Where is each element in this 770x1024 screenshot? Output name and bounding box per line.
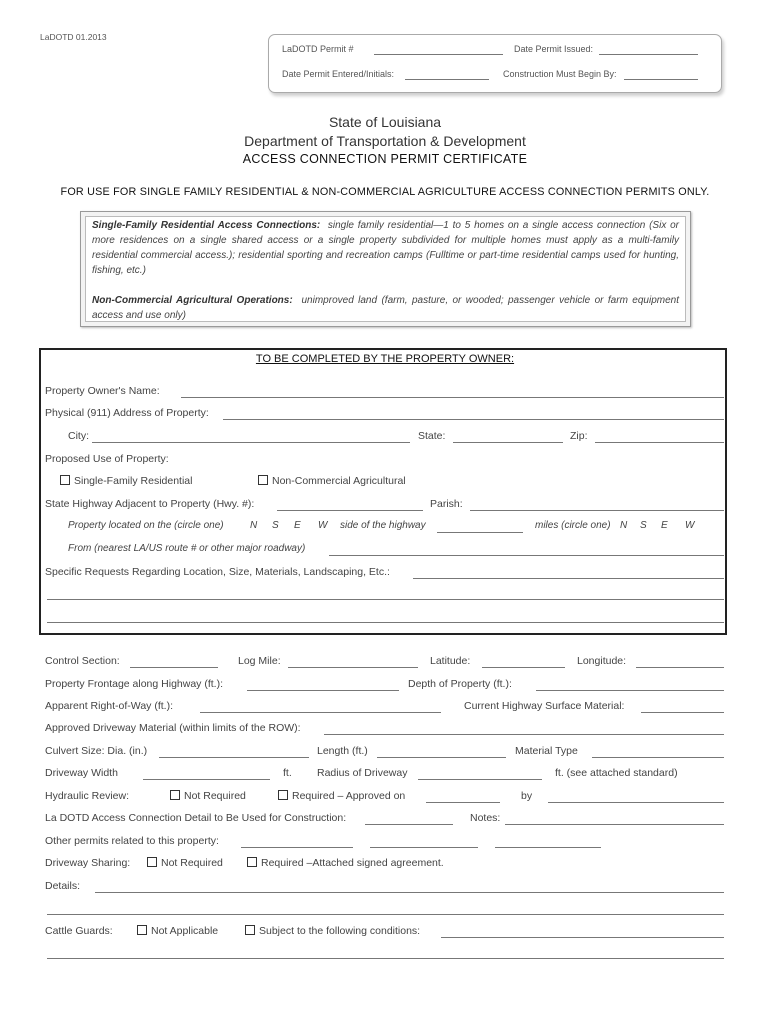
city-field[interactable] [92,442,410,443]
agricultural-option-label: Non-Commercial Agricultural [272,475,406,487]
dept-title: Department of Transportation & Development [244,133,526,149]
depth-label: Depth of Property (ft.): [408,678,512,690]
owner-name-label: Property Owner's Name: [45,385,160,397]
residential-option-label: Single-Family Residential [74,475,193,487]
control-section-label: Control Section: [45,655,120,667]
date-issued-field[interactable] [599,54,698,55]
sharing-not-required-text: Not Required [161,857,223,869]
agricultural-description [92,293,679,323]
miles-label: miles (circle one) [535,520,611,531]
radius-unit-note: ft. (see attached standard) [555,767,678,779]
specific-requests-label: Specific Requests Regarding Location, Size, Materials, Landscaping, Etc.: [45,566,390,578]
date-entered-label: Date Permit Entered/Initials: [282,69,395,79]
permit-header-box [268,34,722,93]
driveway-width-field[interactable] [143,779,270,780]
permit-title: ACCESS CONNECTION PERMIT CERTIFICATE [242,152,528,166]
date-entered-field[interactable] [405,79,489,80]
other-permit-field-3[interactable] [495,847,601,848]
agricultural-heading: Non-Commercial Agricultural Operations: [92,295,293,306]
state-label: State: [418,430,446,442]
hydraulic-not-required-checkbox[interactable] [170,790,180,800]
notes-field[interactable] [505,824,724,825]
address-label: Physical (911) Address of Property: [45,407,209,419]
length-label: Length (ft.) [317,745,368,757]
residential-option[interactable] [60,475,192,487]
hydraulic-not-required-option[interactable] [170,790,246,802]
cattle-subject-checkbox[interactable] [245,925,255,935]
specific-requests-field[interactable] [413,578,724,579]
cattle-not-applicable-option[interactable] [137,925,218,937]
eligibility-info-box [80,211,691,327]
other-permit-field-2[interactable] [370,847,478,848]
hydraulic-required-option[interactable] [278,790,405,802]
owner-name-field[interactable] [181,397,724,398]
miles-direction-w[interactable]: W [685,520,695,531]
specific-requests-line-2[interactable] [47,599,724,600]
permit-number-label: LaDOTD Permit # [282,44,354,54]
log-mile-label: Log Mile: [238,655,281,667]
permit-number-field[interactable] [374,54,503,55]
hydraulic-not-required-text: Not Required [184,790,246,802]
construction-begin-label: Construction Must Begin By: [503,69,617,79]
notes-label: Notes: [470,812,501,824]
address-field[interactable] [223,419,724,420]
details-line-2[interactable] [47,914,724,915]
from-field[interactable] [329,555,724,556]
side-direction-w[interactable]: W [318,520,328,531]
other-permit-field-1[interactable] [241,847,353,848]
date-issued-label: Date Permit Issued: [514,44,594,54]
construction-detail-label: La DOTD Access Connection Detail to Be Used for Construction: [45,812,347,824]
cattle-subject-text: Subject to the following conditions: [259,925,421,937]
cattle-subject-option[interactable] [245,925,420,937]
driveway-width-label: Driveway Width [45,767,118,779]
residential-checkbox[interactable] [60,475,70,485]
cattle-conditions-field[interactable] [441,937,724,938]
details-label: Details: [45,880,81,892]
surface-material-label: Current Highway Surface Material: [464,700,625,712]
agricultural-checkbox[interactable] [258,475,268,485]
form-code: LaDOTD 01.2013 [40,32,107,42]
hydraulic-review-label: Hydraulic Review: [45,790,130,802]
culvert-size-label: Culvert Size: Dia. (in.) [45,745,148,757]
frontage-label: Property Frontage along Highway (ft.): [45,678,223,690]
hydraulic-required-text: Required – Approved on [292,790,406,802]
other-permits-label: Other permits related to this property: [45,835,219,847]
proposed-use-label: Proposed Use of Property: [45,453,169,465]
sharing-required-text: Required –Attached signed agreement. [261,857,444,869]
control-section-field[interactable] [130,667,218,668]
frontage-field[interactable] [247,690,399,691]
right-of-way-field[interactable] [200,712,441,713]
parish-label: Parish: [430,498,463,510]
zip-label: Zip: [570,430,588,442]
single-family-description [92,218,679,278]
owner-section-heading: TO BE COMPLETED BY THE PROPERTY OWNER: [255,353,515,365]
miles-field[interactable] [437,532,523,533]
agricultural-option[interactable] [258,475,406,487]
zip-field[interactable] [595,442,724,443]
radius-field[interactable] [418,779,542,780]
sharing-required-option[interactable] [247,857,444,869]
culvert-diameter-field[interactable] [159,757,309,758]
side-direction-n[interactable]: N [250,520,258,531]
cattle-not-applicable-checkbox[interactable] [137,925,147,935]
driveway-sharing-label: Driveway Sharing: [45,857,131,869]
miles-direction-e[interactable]: E [661,520,668,531]
hydraulic-required-checkbox[interactable] [278,790,288,800]
side-of-highway-label: side of the highway [340,520,426,531]
material-type-label: Material Type [515,745,578,757]
cattle-conditions-line-2[interactable] [47,958,724,959]
sharing-not-required-option[interactable] [147,857,223,869]
longitude-field[interactable] [636,667,724,668]
material-type-field[interactable] [592,757,724,758]
depth-field[interactable] [536,690,724,691]
highway-field[interactable] [277,510,423,511]
approved-by-field[interactable] [548,802,724,803]
length-field[interactable] [377,757,506,758]
driveway-width-unit: ft. [283,767,292,779]
surface-material-field[interactable] [641,712,724,713]
cattle-not-applicable-text: Not Applicable [151,925,219,937]
city-label: City: [68,430,89,442]
right-of-way-label: Apparent Right-of-Way (ft.): [45,700,173,712]
approved-material-label: Approved Driveway Material (within limits of the ROW): [45,722,301,734]
state-field[interactable] [453,442,563,443]
miles-direction-n[interactable]: N [620,520,628,531]
single-family-heading: Single-Family Residential Access Connections: [92,220,321,231]
construction-begin-field[interactable] [624,79,698,80]
sharing-required-checkbox[interactable] [247,857,257,867]
side-direction-s[interactable]: S [272,520,279,531]
state-title: State of Louisiana [328,114,442,130]
cattle-guards-label: Cattle Guards: [45,925,113,937]
located-label: Property located on the (circle one) [68,520,224,531]
sharing-not-required-checkbox[interactable] [147,857,157,867]
from-label: From (nearest LA/US route # or other major roadway) [68,543,306,554]
specific-requests-line-3[interactable] [47,622,724,623]
for-use-notice: FOR USE FOR SINGLE FAMILY RESIDENTIAL & NON-COMMERCIAL AGRICULTURE ACCESS CONNECTION PERMITS ONLY. [60,186,710,198]
latitude-field[interactable] [482,667,565,668]
latitude-label: Latitude: [430,655,471,667]
log-mile-field[interactable] [288,667,418,668]
details-field[interactable] [95,892,724,893]
approved-by-label: by [521,790,533,802]
agricultural-text: unimproved land (farm, pasture, or wooded; passenger vehicle or farm equipment access and use only) [92,295,680,321]
side-direction-e[interactable]: E [294,520,301,531]
approved-material-field[interactable] [324,734,724,735]
approved-on-field[interactable] [426,802,500,803]
single-family-text: single family residential—1 to 5 homes on a single access connection (Six or more residences on a single shared access or a single property subdivided for multiple homes must apply as a multi-family residential commercial access.); residential sporting and recreation camps (Fulltime or part-time residential camps used for hunting, fishing, etc.) [92,220,680,276]
parish-field[interactable] [470,510,724,511]
highway-label: State Highway Adjacent to Property (Hwy. #): [45,498,255,510]
construction-detail-field[interactable] [365,824,453,825]
radius-label: Radius of Driveway [317,767,408,779]
longitude-label: Longitude: [577,655,627,667]
miles-direction-s[interactable]: S [640,520,647,531]
